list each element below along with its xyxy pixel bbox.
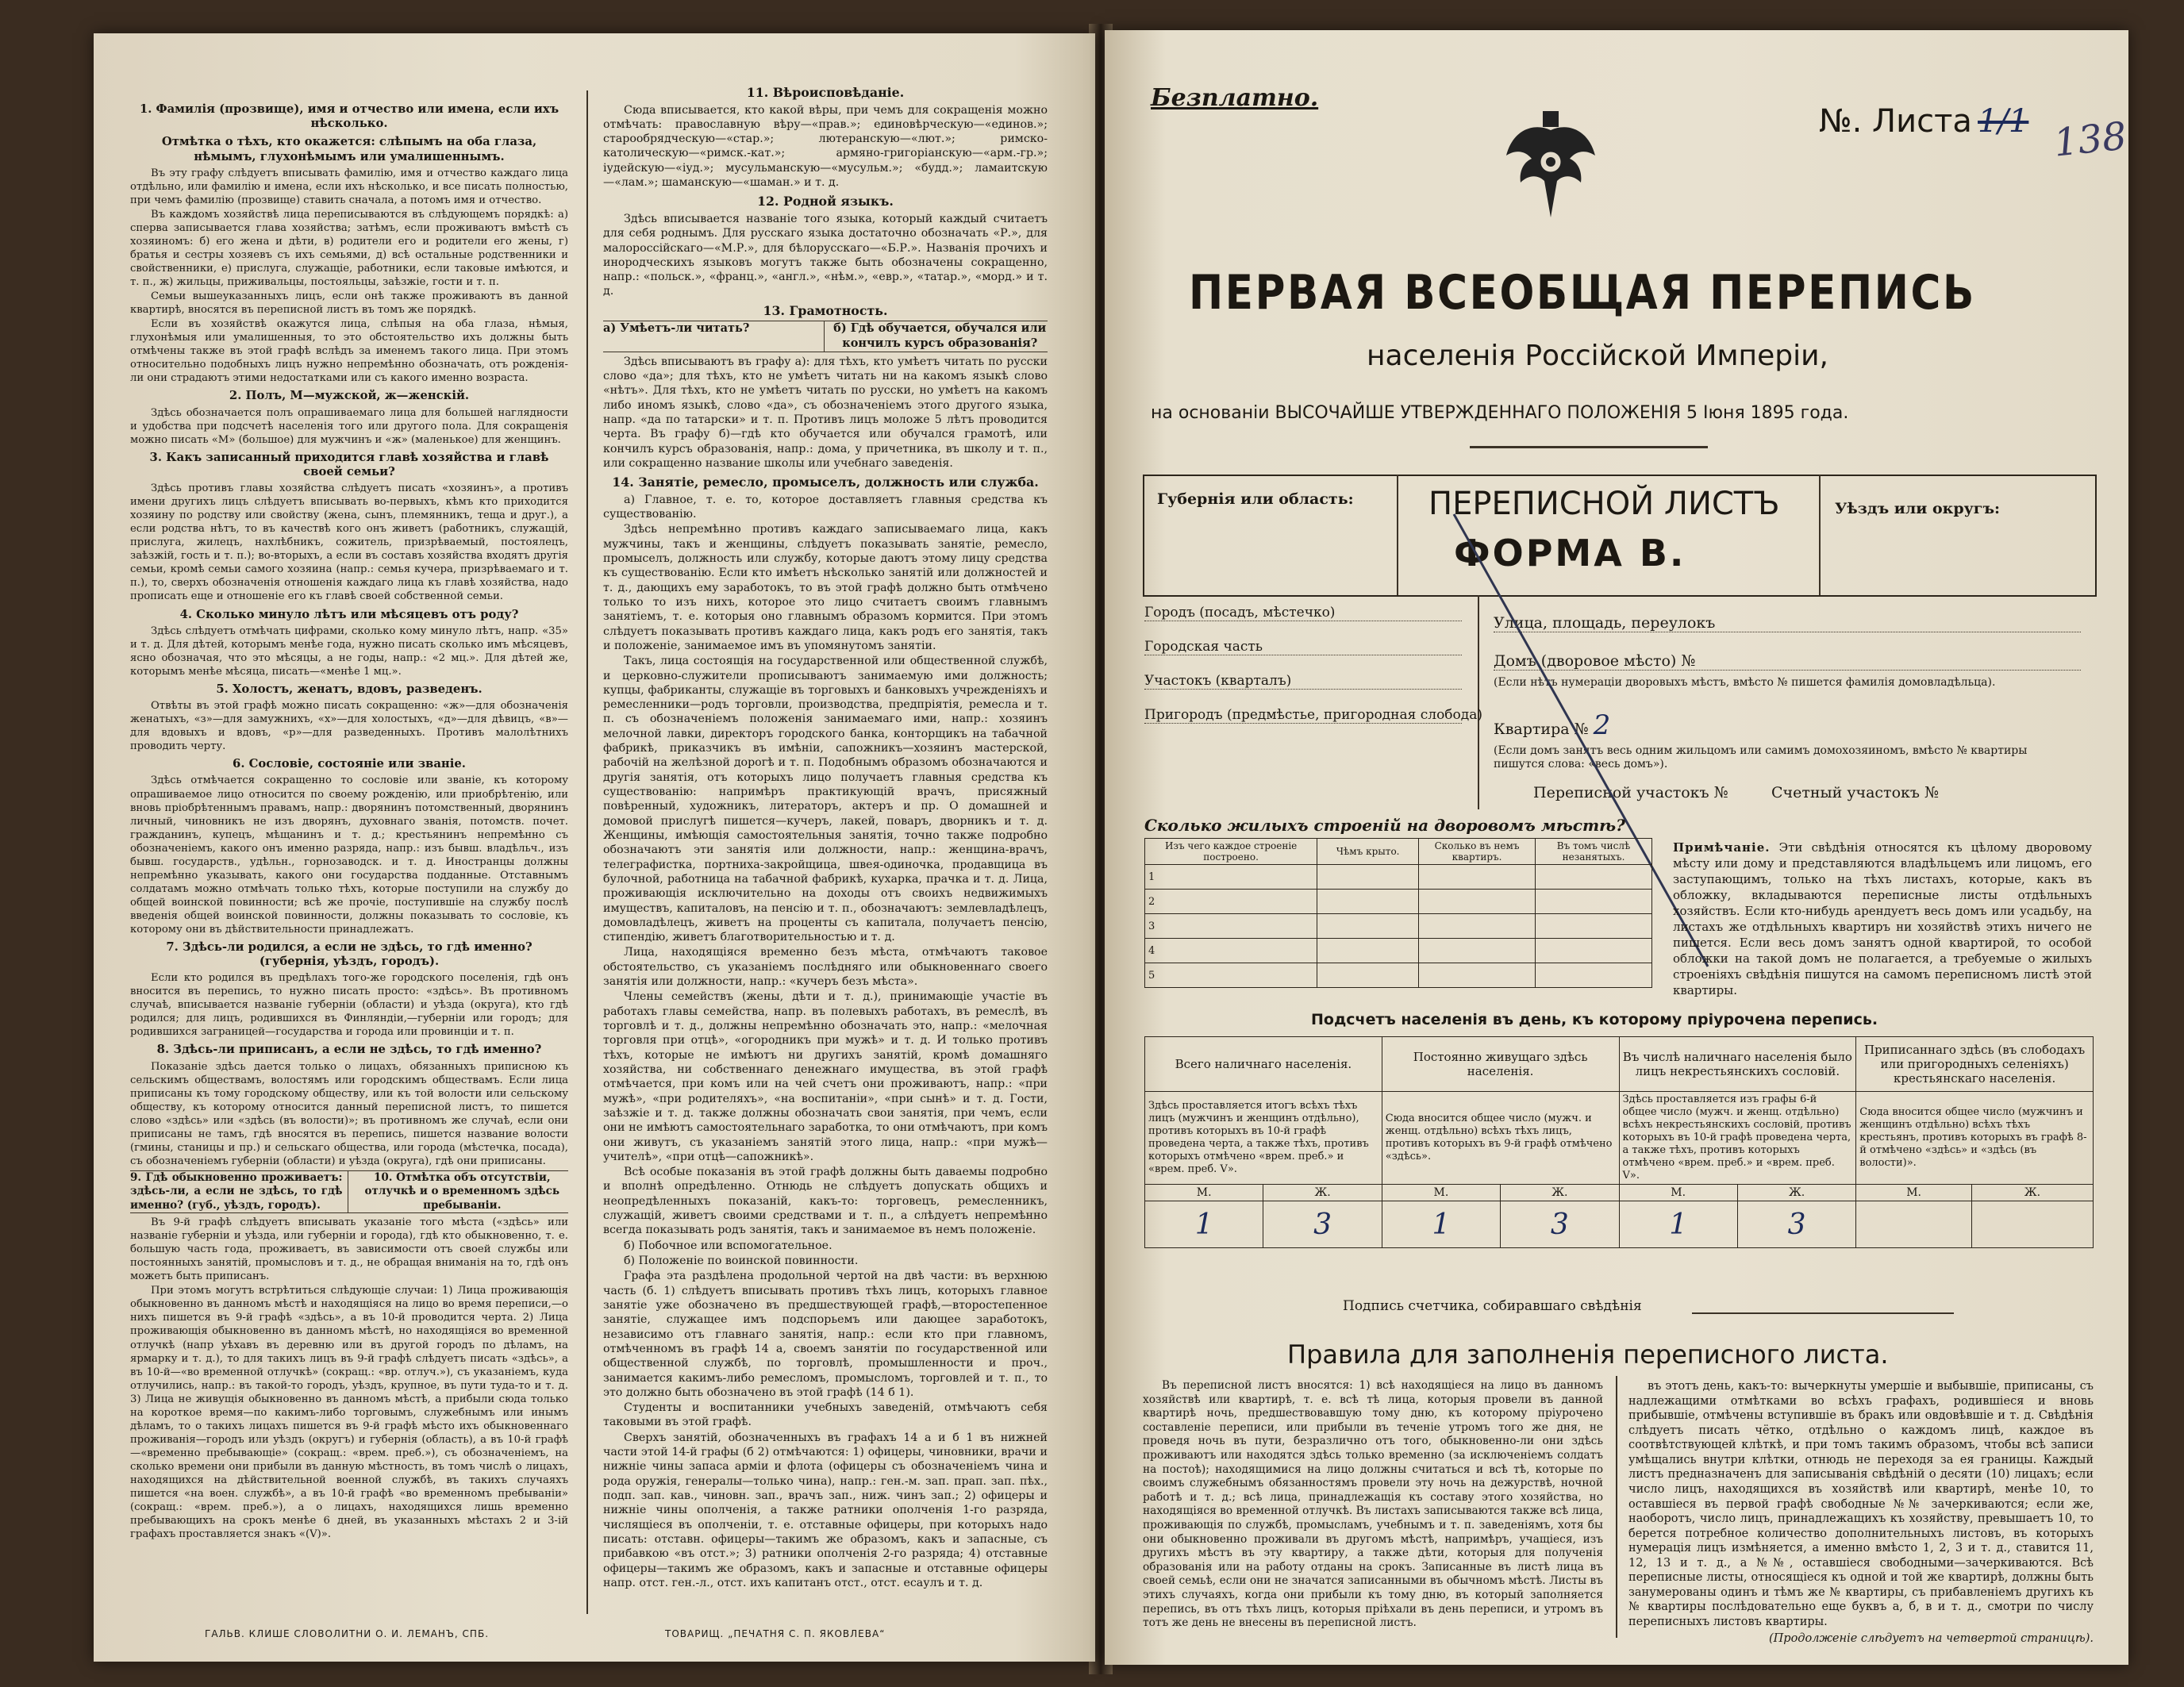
count-table-description: Сюда вносится общее число (мужчинъ и женщинъ отдѣльно) всѣхъ тѣхъ крестьянъ, противъ которыхъ въ графѣ 8-й отмѣчено «здѣсь» и «здѣсь (въ волости)». — [1856, 1092, 2094, 1185]
buildings-note — [1673, 840, 2092, 998]
district-label: Уѣздъ или округъ: — [1835, 500, 2001, 517]
count-value-cell: 3 — [1737, 1201, 1855, 1248]
buildings-cell — [1536, 914, 1652, 939]
signature-label: Подпись счетчика, собиравшаго свѣдѣнія — [1343, 1298, 1642, 1314]
column-divider — [586, 90, 588, 1614]
male-column-label: М. — [1619, 1185, 1737, 1201]
count-value-cell: 1 — [1619, 1201, 1737, 1248]
footer-printer-right: ТОВАРИЩ. „ПЕЧАТНЯ С. П. ЯКОВЛЕВА“ — [665, 1628, 886, 1639]
counting-area-label: Счетный участокъ № — [1771, 784, 1939, 801]
buildings-cell — [1317, 914, 1419, 939]
count-table-description: Сюда вносится общее число (мужч. и женщ. отдѣльно) всѣхъ тѣхъ лицъ, противъ которыхъ въ 9-й графѣ отмѣчено «здѣсь». — [1382, 1092, 1619, 1185]
rules-column-1: Въ переписной листъ вносятся: 1) всѣ находящіеся на лицо въ данномъ хозяйствѣ или квартирѣ, т. е. всѣ тѣ лица, которыя провели въ данной квартирѣ ночь, предшествовавшую тому дню, къ которому пріурочено составленіе переписи, или прибыли въ теченіе утромъ того же дня, не проведя ночь въ пути, безразлично отъ того, обыкновенно-ли они здѣсь проживаютъ или находятся здѣсь только временно (за исключеніемъ солдатъ на постоѣ); находящимися на лицо должны считаться и всѣ тѣ, которые по своимъ служебнымъ обязанностямъ провели эту ночь на дежурствѣ, ночной работѣ и т. д.; всѣ лица, принадлежащія къ составу этого хозяйства, но находящіяся во временной отлучкѣ. Въ листахъ записываются также всѣ лица, проживающія по службѣ, промысламъ, учебнымъ и т. п. заведеніямъ, хотя бы они обыкновенно проживали въ другомъ мѣстѣ, напримѣръ, учащіеся, изъ другихъ мѣстъ въ эту квартиру, а также дѣти, которыя для полученія образованія или на работу отданы на срокъ. Записанные въ листѣ лица въ своей семьѣ, если они не значатся записанными въ обычномъ мѣстѣ. Листы въ этихъ случаяхъ, когда они прибыли къ тому дню, въ который заполняется перепись, въ отъ тѣхъ лицъ, которыя пріѣхали въ день переписи, и утромъ въ тотъ же день не внесены въ переписной листъ. — [1143, 1379, 1604, 1630]
buildings-cell — [1419, 963, 1536, 988]
split-header-13 — [603, 321, 1048, 352]
section-heading: 12. Родной языкъ. — [757, 194, 894, 209]
male-column-label: М. — [1856, 1185, 1972, 1201]
paragraph: б) Побочное или вспомогательное. — [624, 1239, 832, 1252]
count-table-header: Постоянно живущаго здѣсь населенія. — [1382, 1037, 1619, 1092]
male-column-label: М. — [1382, 1185, 1500, 1201]
sheet-number-label: №. Листа — [1819, 103, 1972, 140]
paragraph: Лица, находящіяся временно безъ мѣста, отмѣчаютъ таковое обстоятельство, съ указаніемъ послѣдняго или обыкновеннаго своего занятія или должности, напр.: «кучеръ безъ мѣста». — [603, 946, 1048, 989]
street-label: Улица, площадь, переулокъ — [1494, 614, 1716, 632]
count-value-cell: 3 — [1501, 1201, 1619, 1248]
buildings-cell — [1419, 914, 1536, 939]
section-heading: 2. Полъ, М—мужской, ж—женскій. — [229, 389, 470, 403]
buildings-table-row — [1145, 914, 1652, 939]
census-title: ПЕРВАЯ ВСЕОБЩАЯ ПЕРЕПИСЬ — [1189, 265, 1976, 321]
count-table-header: Всего наличнаго населенія. — [1145, 1037, 1382, 1092]
note-text: Эти свѣдѣнія относятся къ цѣлому дворовому мѣсту или дому и представляются владѣльцемъ или лицомъ, его заступающимъ, только на тѣхъ листахъ, которые, какъ въ обложку, вкладываются переписные листы отдѣльныхъ хозяйствъ. Если кто-нибудь арендуетъ весь домъ или усадьбу, на листахъ же отдѣльныхъ квартиръ ни хозяйствѣ этихъ ничего не пишется. Если весь домъ занятъ одной квартирой, то особой обложки на такой домъ не полагается, а требуемые о жилыхъ строеніяхъ свѣдѣнія пишутся на самомъ переписномъ листѣ этой квартиры. — [1673, 840, 2092, 997]
buildings-row-number: 1 — [1145, 865, 1317, 890]
buildings-row-number: 3 — [1145, 914, 1317, 939]
buildings-cell — [1536, 939, 1652, 963]
female-column-label: Ж. — [1971, 1185, 2093, 1201]
buildings-cell — [1317, 963, 1419, 988]
buildings-table-header: Изъ чего каждое строеніе построено. — [1145, 839, 1317, 865]
buildings-cell — [1536, 865, 1652, 890]
section-heading: 4. Сколько минуло лѣтъ или мѣсяцевъ отъ роду? — [179, 607, 519, 621]
house-label: Домъ (дворовое мѣсто) № — [1494, 652, 1696, 670]
paragraph: Если кто родился въ предѣлахъ того-же городского поселенія, гдѣ онъ вносится въ перепись, то нужно писать просто: «здѣсь». Въ противномъ случаѣ, вписывается названіе губерніи (области) и уѣзда (округа), кто гдѣ родился; для лицъ, родившихся въ Финляндіи,—губерніи или городъ; для родившихся заграницей—государства и города или провинціи и т. п. — [130, 972, 568, 1039]
paragraph: Въ 9-й графѣ слѣдуетъ вписывать указаніе того мѣста («здѣсь» или названіе губерніи и уѣзда, или губерніи и города), гдѣ кто обыкновенно, т. е. большую часть года, проживаетъ, въ зависимости отъ своей службы или постоянныхъ занятій, промысловъ и т. д., не обращая вниманія на то, гдѣ онъ можетъ быть приписанъ. — [130, 1216, 568, 1283]
population-count-heading: Подсчетъ населенія въ день, къ которому пріурочена перепись. — [1311, 1011, 1878, 1028]
buildings-table-row — [1145, 963, 1652, 988]
right-page-census-form — [1105, 30, 2128, 1665]
section-heading: 14. Занятіе, ремесло, промыселъ, должность или служба. — [612, 475, 1039, 490]
apartment-label: Квартира № — [1494, 721, 1589, 738]
section-heading: Отмѣтка о тѣхъ, кто окажется: слѣпымъ на оба глаза, нѣмымъ, глухонѣмымъ или умалишеннымъ. — [161, 135, 537, 163]
paragraph: Отвѣты въ этой графѣ можно писать сокращенно: «ж»—для обозначенія женатыхъ, «з»—для замужнихъ, «х»—для холостыхъ, «д»—для дѣвицъ, «в»—для вдовыхъ и вдовъ, «р»—для разведенныхъ. Противъ малолѣтнихъ проводить черту. — [130, 700, 568, 753]
heading-13b: б) Гдѣ обучается, обучался или кончилъ курсъ образованія? — [833, 321, 1047, 351]
buildings-cell — [1536, 963, 1652, 988]
paragraph: Графа эта раздѣлена продольной чертой на двѣ части: въ верхнюю часть (б. 1) слѣдуетъ вписывать противъ тѣхъ лицъ, которыхъ главное занятіе уже обозначено въ предшествующей графѣ,—второстепенное занятіе, служащее имъ подспорьемъ или дающее заработокъ, независимо отъ главнаго занятія, напр.: если кто при главномъ, отмѣченномъ въ графѣ 14 а, своемъ занятіи по государственной или общественной службѣ, по торговлѣ, промышленности и проч., занимается какимъ-либо ремесломъ, промысломъ, торговлей и т. п., то это должно быть обозначено въ этой графѣ (14 б 1). — [603, 1270, 1048, 1399]
buildings-table-row — [1145, 890, 1652, 914]
paragraph: а) Главное, т. е. то, которое доставляетъ главныя средства къ существованію. — [603, 493, 1048, 521]
buildings-table-header: Чѣмъ крыто. — [1317, 839, 1419, 865]
census-area-label: Переписной участокъ № — [1533, 784, 1728, 801]
rules-continuation: (Продолженіе слѣдуетъ на четвертой страницѣ). — [1768, 1631, 2094, 1645]
paragraph: Здѣсь непремѣнно противъ каждаго записываемаго лица, какъ мужчины, такъ и женщины, слѣдуетъ показывать занятіе, ремесло, промыселъ, должность или службу, которые даютъ этому лицу средства къ существованію. Если кто имѣетъ нѣсколько занятій или должностей и т. д., дающихъ ему заработокъ, то въ этой графѣ должно быть отмѣчено только то изъ нихъ, которое это лицо считаетъ своимъ главнымъ занятіемъ, т. е. которыя оно главнымъ образомъ кормится. При этомъ слѣдуетъ показывать противъ каждаго лица, какъ родъ его занятія, такъ и положеніе, занимаемое имъ въ упомянутомъ занятіи. — [603, 523, 1048, 652]
count-value-cell: 1 — [1382, 1201, 1500, 1248]
instructions-column-2 — [603, 81, 1048, 1591]
buildings-table — [1144, 838, 1652, 988]
count-value-cell — [1971, 1201, 2093, 1248]
section-heading: 8. Здѣсь-ли приписанъ, а если не здѣсь, то гдѣ именно? — [156, 1043, 542, 1057]
paragraph: Здѣсь обозначается полъ опрашиваемаго лица для большей наглядности и удобства при подсчетѣ населенія того или другого пола. Для сокращенія можно писать «М» (большое) для мужчинъ и «ж» (маленькое) для женщинъ. — [130, 406, 568, 446]
section-heading: 1. Фамилія (прозвище), имя и отчество или имена, если ихъ нѣсколько. — [139, 102, 559, 131]
buildings-row-number: 2 — [1145, 890, 1317, 914]
archive-number: 138 — [2051, 113, 2128, 166]
rules-divider — [1616, 1376, 1617, 1638]
buildings-cell — [1419, 865, 1536, 890]
paragraph: При этомъ могутъ встрѣтиться слѣдующіе случаи: 1) Лица проживающія обыкновенно въ данномъ мѣстѣ и находящіяся на лицо во время переписи,—о нихъ пишется въ 9-й графѣ «здѣсь», а въ 10-й проводится черта. 2) Лица проживающія обыкновенно въ данномъ мѣстѣ, но находящіяся во временной отлучкѣ (напр уѣхавъ въ деревню или въ другой городъ по дѣламъ, на ярмарку и т. д.), то для такихъ лицъ въ 9-й графѣ слѣдуетъ писать «здѣсь», а въ 10-й—«во временной отлучкѣ» (сокращ.: «вр. отлуч.»), съ указаніемъ, куда отлучились, напр.: въ такой-то городъ, уѣздъ, крупное, въ пути туда-то и т. д. 3) Лица не живущія обыкновенно въ данномъ мѣстѣ, а прибыли сюда только на короткое время—по какимъ-либо торговымъ, служебнымъ или инымъ дѣламъ, то о такихъ лицахъ пишется въ 9-й графѣ мѣсто ихъ обыкновеннаго проживанія—городъ или уѣздъ (округъ) и губернія (область), а въ 10-й графѣ—«временно пребывающіе» (сокращ.: «врем. преб.»), съ обозначеніемъ, на сколько времени они прибыли въ данную мѣстность, въ томъ числѣ о лицахъ, находящихся на дѣйствительной военной службѣ, въ такихъ случаяхъ пишется «на воен. службѣ», а въ 10-й графѣ «во временномъ пребываніи» (сокращ.: «врем. преб.»), а о лицахъ, находящихся лишь временно пребывающихъ на срокъ менѣе 6 дней, въ указанныхъ мѣстахъ 2 и 3-ій графахъ проставляется знакъ «(V)». — [130, 1285, 568, 1540]
count-table-description: Здѣсь проставляется итогъ всѣхъ тѣхъ лицъ (мужчинъ и женщинъ отдѣльно), противъ которыхъ въ 10-й графѣ проведена черта, а также тѣхъ, противъ которыхъ отмѣчено «врем. преб.» и «врем. преб. V». — [1145, 1092, 1382, 1185]
female-column-label: Ж. — [1263, 1185, 1382, 1201]
column-2-body — [603, 85, 1048, 318]
count-table-description: Здѣсь проставляется изъ графы 6-й общее число (мужч. и женщ. отдѣльно) всѣхъ некрестьянскихъ сословій, противъ которыхъ въ 10-й графѣ проведена черта, а также тѣхъ, противъ которыхъ отмѣчено «врем. преб.» и «врем. преб. V». — [1619, 1092, 1856, 1185]
section-heading: 5. Холостъ, женатъ, вдовъ, разведенъ. — [216, 682, 483, 696]
paragraph: Такъ, лица состоящія на государственной или общественной службѣ, и церковно-служители прописываютъ занимаемую ими должность; купцы, фабриканты, служащіе въ торговыхъ и банковыхъ учрежденіяхъ и ремесленники—родъ торговли, производства, предпріятія, ремесла и т. п. съ обозначеніемъ положенія занимаемаго ими, напр.: хозяинъ мелочной лавки, директоръ городского банка, конторщикъ на табачной фабрикѣ, приказчикъ въ имѣніи, сапожникъ—хозяинъ мастерской, рабочій на желѣзной дорогѣ и т. п. Подобнымъ образомъ обозначаются и другія занятія, отъ которыхъ лицо получаетъ главныя средства къ существованію: напримѣръ практикующій врачъ, присяжный повѣренный, художникъ, литераторъ, актеръ и пр. О домашней и домовой прислугѣ пишется—кучеръ, лакей, поваръ, дворникъ и т. д. Женщины, имѣющія самостоятельныя занятія, точно также подробно обозначаютъ эти занятія или должности, напр.: женщина-врачъ, телеграфистка, портниха-закройщица, швея-одиночка, продавщица въ булочной, работница на табачной фабрикѣ, кухарка, прачка и т. д. Лица, проживающія исключительно на доходы отъ своихъ недвижимыхъ имуществъ, капиталовъ, на пенсію и т. п., обозначаютъ: землевладѣлецъ, домовладѣлецъ, живетъ на проценты съ капитала, получаетъ пенсію, стипендію, живетъ благотворительностью и т. д. — [603, 655, 1048, 944]
buildings-table-header: Сколько въ немъ квартиръ. — [1419, 839, 1536, 865]
column-1-body — [130, 102, 568, 1168]
census-subtitle: населенія Россійской Имперіи, — [1367, 340, 1828, 372]
paragraph: Всѣ особые показанія въ этой графѣ должны быть даваемы подробно и вполнѣ опредѣленно. Отнюдь не слѣдуетъ допускать общихъ и неопредѣленныхъ показаній, какъ-то: торговецъ, ремесленникъ, служащій, живетъ своими средствами и т. п., а слѣдуетъ непремѣнно всегда показывать родъ занятія, такъ и занимаемое въ немъ положеніе. — [603, 1166, 1048, 1237]
paragraph: Здѣсь отмѣчается сокращенно то сословіе или званіе, къ которому опрашиваемое лицо относится по своему рожденію, или приобрѣтенію, или вновь пріобрѣтеннымъ правамъ, напр.: дворянинъ потомственный, дворянинъ личный, чиновникъ не изъ дворянъ, духовнаго званія, потомств. почет. гражданинъ, купецъ, мѣщанинъ и т. д.; крестьянинъ непремѣнно съ обозначеніемъ, какого онъ именно разряда, напр.: изъ бывш. владѣльч., изъ бывш. государств., удѣльн., горнозаводск. и т. д. Иностранцы должны непремѣнно указывать, какого они государства подданные. Отставнымъ солдатамъ можно отмѣчать только тѣхъ, которые поступили на службу до общей воинской повинности; всѣ же прочіе, поступившіе на службу послѣ введенія общей воинской повинности, должны показывать то сословіе, къ которому они въ дѣйствительности принадлежатъ. — [130, 774, 568, 936]
census-legal-basis: на основаніи ВЫСОЧАЙШЕ УТВЕРЖДЕННАГО ПОЛОЖЕНІЯ 5 Іюня 1895 года. — [1151, 403, 1849, 423]
count-value-cell — [1856, 1201, 1972, 1248]
buildings-cell — [1419, 939, 1536, 963]
paragraph: Въ эту графу слѣдуетъ вписывать фамилію, имя и отчество каждаго лица отдѣльно, или фамилію и имена, если ихъ нѣсколько, и все писать полностью, при чемъ фамилію (прозвище) ставить сначала, а потомъ имя и отчество. — [130, 167, 568, 206]
instructions-column-1 — [130, 98, 568, 1542]
paragraph: Члены семействъ (жены, дѣти и т. д.), принимающіе участіе въ работахъ главы семейства, напр. въ полевыхъ работахъ, въ ремеслѣ, въ торговлѣ и т. д., должны непремѣнно обозначать это, напр.: «мелочная торговля при отцѣ», «огородникъ при мужѣ» и т. д. И только противъ тѣхъ, которые не имѣютъ ни другихъ занятій, кромѣ домашняго хозяйства, ни собственнаго денежнаго имущества, въ этой графѣ отмѣчается, при комъ или на чей счетъ они проживаютъ, напр.: «при мужѣ», «при родителяхъ», «на воспитаніи», «при сынѣ» и т. д. Гости, заѣзжіе и т. д. также должны обозначать свои занятія, при чемъ, если они не имѣютъ самостоятельнаго заработка, то они отмѣчаютъ, при комъ они живутъ, съ указаніемъ занятій этого лица, напр.: «при мужѣ—учителѣ», «при отцѣ—сапожникѣ». — [603, 990, 1048, 1163]
paragraph: Если въ хозяйствѣ окажутся лица, слѣпыя на оба глаза, нѣмыя, глухонѣмыя или умалишенныя, то это обстоятельство ихъ должны быть отмѣчены также въ этой графѣ вслѣдъ за именемъ такого лица. При этомъ относительно подобныхъ лицъ нужно непремѣнно обозначать, отъ рожденія-ли они страдаютъ этими недостатками или съ какого именно возраста. — [130, 318, 568, 385]
address-field-label: Пригородъ (предмѣстье, пригородная слобода) — [1144, 707, 1483, 723]
free-stamp: Безплатно. — [1151, 84, 1319, 112]
section-heading: 6. Сословіе, состояніе или званіе. — [233, 757, 466, 771]
paragraph: Въ каждомъ хозяйствѣ лица переписываются въ слѣдующемъ порядкѣ: а) сперва записывается глава хозяйства; затѣмъ, если проживаютъ вмѣстѣ съ хозяиномъ: б) его жена и дѣти, в) родители его и родители его жены, г) братья и сестры хозяевъ съ ихъ семьями, д) всѣ остальные родственники и свойственники, е) прислуга, служащіе, работники, если таковые имѣются, и т. п., ж) жильцы, приживальцы, постояльцы, заѣзжіе, гости и т. п. — [130, 209, 568, 289]
section-heading: 13. Грамотность. — [763, 302, 888, 318]
paragraph: Студенты и воспитанники учебныхъ заведеній, отмѣчаютъ себя таковыми въ этой графѣ. — [603, 1401, 1048, 1429]
section-heading: 7. Здѣсь-ли родился, а если не здѣсь, то гдѣ именно? (губернія, уѣздъ, городъ). — [166, 940, 533, 969]
split-header-9-10 — [130, 1170, 568, 1213]
apartment-value: 2 — [1593, 709, 1611, 741]
female-column-label: Ж. — [1737, 1185, 1855, 1201]
rules-column-2: въ этотъ день, какъ-то: вычеркнуты умершіе и выбывшіе, приписаны, съ надлежащими отмѣтками во всѣхъ графахъ, родившіеся и вновь прибывшіе, отмѣчены вступившіе въ бракъ или овдовѣвшіе и т. д. Свѣдѣнія слѣдуетъ писать чётко, отдѣльно о каждомъ лицѣ, каждое въ соотвѣтствующей клѣткѣ, и при томъ такимъ образомъ, чтобы всѣ записи умѣщались внутри клѣтки, отнюдь не переходя за ея границы. Каждый листъ предназначенъ для записыванія свѣдѣній о десяти (10) лицахъ; если число лицъ, находящихся въ хозяйствѣ или квартирѣ, менѣе 10, то оставшіеся въ первой графѣ свободные №№ зачеркиваются; если же, наоборотъ, число лицъ, принадлежащихъ къ хозяйству, превышаетъ 10, то берется потребное количество дополнительныхъ листовъ, въ которыхъ нумерація лицъ измѣняется, а именно вмѣсто 1, 2, 3 и т. д., ставится 11, 12, 13 и т. д., а №№, оставшіеся свободными—зачеркиваются. Всѣ переписные листы, относящіеся къ одной и той же квартирѣ, должны быть занумерованы одинъ и тѣмъ же № квартиры, съ прибавленіемъ другихъ къ № квартиры послѣдовательно еще буквъ а, б, в и т. д., смотри по числу переписныхъ листовъ квартиры. (Продолженіе слѣдуетъ на четвертой страницѣ). — [1628, 1380, 2094, 1645]
form-title: ПЕРЕПИСНОЙ ЛИСТЪ — [1428, 486, 1780, 522]
address-field-label: Городская часть — [1144, 639, 1263, 655]
paragraph: б) Положеніе по воинской повинности. — [624, 1255, 859, 1267]
paragraph: Семьи вышеуказанныхъ лицъ, если онѣ также проживаютъ въ данной квартирѣ, вносятся въ переписной листъ въ томъ же порядкѣ. — [130, 290, 568, 317]
count-table-header: Въ числѣ наличнаго населенія было лицъ некрестьянскихъ сословій. — [1619, 1037, 1856, 1092]
form-letter: ФОРМА В. — [1454, 532, 1686, 575]
count-value-cell: 3 — [1263, 1201, 1382, 1248]
paragraph: Сюда вписывается, кто какой вѣры, при чемъ для сокращенія можно отмѣчать: православную вѣру—«прав.»; единовѣрческую—«единов.»; старообрядческую—«стар.»; лютеранскую—«лют.»; римско-католическую—«римск.-кат.»; армяно-григоріанскую—«арм.-гр.»; іудейскую—«іуд.»; мусульманскую—«мусульм.»; «будд.»; ламаитскую—«лам.»; шаманскую—«шаман.» и т. д. — [603, 103, 1048, 190]
buildings-cell — [1536, 890, 1652, 914]
heading-10: 10. Отмѣтка объ отсутствіи, отлучкѣ и о временномъ здѣсь пребываніи. — [364, 1170, 560, 1212]
province-label: Губернія или область: — [1157, 490, 1354, 508]
heading-9: 9. Гдѣ обыкновенно проживаетъ: здѣсь-ли, а если не здѣсь, то гдѣ именно? (губ., уѣздъ, городъ). — [130, 1171, 348, 1212]
count-value-cell: 1 — [1145, 1201, 1263, 1248]
column-1-tail — [130, 1216, 568, 1541]
address-field-label: Городъ (посадъ, мѣстечко) — [1144, 605, 1336, 621]
address-field-label: Участокъ (кварталъ) — [1144, 673, 1292, 689]
buildings-table-header: Въ томъ числѣ незанятыхъ. — [1536, 839, 1652, 865]
signature-line — [1692, 1312, 1954, 1314]
buildings-row-number: 5 — [1145, 963, 1317, 988]
column-2-tail — [603, 355, 1048, 1590]
count-table-header: Приписаннаго здѣсь (въ слободахъ или пригородныхъ селеніяхъ) крестьянскаго населенія. — [1856, 1037, 2094, 1092]
rules-title: Правила для заполненія переписного листа. — [1287, 1339, 1889, 1370]
left-page-instructions — [94, 33, 1095, 1662]
apartment-note: (Если домъ занятъ весь одним жильцомъ или самимъ домохозяиномъ, вмѣсто № квартиры пишутся слова: «весь домъ»). — [1494, 744, 2028, 770]
section-heading: 11. Вѣроисповѣданіе. — [746, 85, 905, 100]
buildings-cell — [1317, 865, 1419, 890]
buildings-heading: Сколько жилыхъ строеній на дворовомъ мѣстѣ? — [1144, 816, 1625, 835]
paragraph: Здѣсь вписываютъ въ графу а): для тѣхъ, кто умѣетъ читать по русски слово «да»; для тѣхъ, кто не умѣетъ читать ни на какомъ языкѣ слово «нѣтъ». Для тѣхъ, кто не умѣетъ читать по русски, но умѣетъ на какомъ либо иномъ языкѣ, слово «да», съ обозначеніемъ этого другого языка, напр. «да по татарски» и т. п. Противъ лицъ моложе 5 лѣтъ проводится черта. Въ графу б)—гдѣ кто обучается или обучался грамотѣ, или кончилъ курсъ образованія, напр.: дома, у причетника, въ школу и т. п., или сокращенно название школы или учебнаго заведенія. — [603, 355, 1048, 470]
paragraph: Здѣсь слѣдуетъ отмѣчать цифрами, сколько кому минуло лѣтъ, напр. «35» и т. д. Для дѣтей, которымъ менѣе года, нужно писать сколько имъ мѣсяцевъ, ясно обозначая, что это мѣсяцы, а не годы, напр.: «2 мц.». Для дѣтей же, которымъ менѣе мѣсяца, писать—«менѣе 1 мц.». — [130, 624, 568, 678]
buildings-cell — [1419, 890, 1536, 914]
buildings-table-row — [1145, 939, 1652, 963]
note-title: Примѣчаніе. — [1673, 840, 1771, 855]
male-column-label: М. — [1145, 1185, 1263, 1201]
buildings-cell — [1317, 939, 1419, 963]
buildings-row-number: 4 — [1145, 939, 1317, 963]
paragraph: Показаніе здѣсь дается только о лицахъ, обязанныхъ приписною къ сельскимъ обществамъ, волостямъ или городскимъ обществамъ. Если лица приписаны къ тому городскому обществу, или къ той волости или сельскому обществу, къ которому относится данный переписной листъ, то пишется слово «здѣсь» или «здѣсь (въ волости)»; въ противномъ же случаѣ, если они приписаны не тамъ, гдѣ вносятся въ перепись, пишется название волости (гмины, станицы и пр.) и сельскаго общества, или города (мѣстечка, посада), съ обозначеніемъ губерніи (области) и уѣзда (округа), гдѣ они приписаны. — [130, 1060, 568, 1167]
sheet-number-value: 1/1 — [1978, 103, 2029, 140]
house-note: (Если нѣтъ нумераціи дворовыхъ мѣстъ, вмѣсто № пишется фамилія домовладѣльца). — [1494, 676, 1996, 689]
population-count-table — [1144, 1036, 2094, 1248]
female-column-label: Ж. — [1501, 1185, 1619, 1201]
paragraph: Здѣсь противъ главы хозяйства слѣдуетъ писать «хозяинъ», а противъ имени другихъ лицъ слѣдуетъ вписывать во-первыхъ, кѣмъ кто приходится хозяину по родству или свойству (жена, сынъ, племянникъ, теща и друг.), а если родства нѣтъ, то въ качествѣ кого онъ живетъ (работникъ, служащій, прислуга, жилецъ, нахлѣбникъ, сожитель, призрѣваемый, постоялецъ, заѣзжій, гость и т. п.); во-вторыхъ, а если въ составъ хозяйства входятъ другія семьи, кромѣ семьи самого хозяина (напр.: семья кучера, призрѣваемаго и т. п.), то, сверхъ обозначенія отношенія каждаго лица къ главѣ хозяйства, надо прописать еще и отношеніе его къ главѣ своей собственной семьи. — [130, 482, 568, 603]
section-heading: 3. Какъ записанный приходится главѣ хозяйства и главѣ своей семьи? — [149, 450, 549, 478]
buildings-table-row — [1145, 865, 1652, 890]
buildings-cell — [1317, 890, 1419, 914]
paragraph: Сверхъ занятій, обозначенныхъ въ графахъ 14 а и б 1 въ нижней части этой 14-й графы (б 2) отмѣчаются: 1) офицеры, чиновники, врачи и нижніе чины запаса арміи и флота (офицеры съ обозначеніемъ чина и рода оружія, генералы—только чина), напр.: ген.-м. зап. прап. зап. пѣх., подп. зап. кав., чиновн. зап., врачъ зап., ниж. чинъ зап.; 2) офицеры и нижніе чины ополченія, а также ратники ополченія 1-го разряда, числящіеся въ ополченіи, т. е. отставные офицеры, при которыхъ надо писать: отставн. офицеры—такимъ же образомъ, какъ и запасные, съ прибавкою «въ отст.»; 3) ратники ополченія 2-го разряда; 4) отставные офицеры—такимъ же образомъ, какъ и запасные и отставные офицеры напр. отст. ген.-л., отст. ихъ капитанъ отст., отст. есаулъ и т. д. — [603, 1431, 1048, 1589]
footer-printer-left: ГАЛЬВ. КЛИШЕ СЛОВОЛИТНИ О. И. ЛЕМАНЪ, СПБ. — [205, 1628, 490, 1639]
heading-13a: а) Умѣетъ-ли читать? — [603, 321, 825, 351]
paragraph: Здѣсь вписывается названіе того языка, который каждый считаетъ для себя роднымъ. Для русскаго языка достаточно обозначать «Р.», для малороссійскаго—«М.Р.», для бѣлорусскаго—«Б.Р.». Названія прочихъ и инородческихъ языковъ могутъ также быть обозначены сокращенно, напр.: «польск.», «франц.», «англ.», «нѣм.», «евр.», «татар.», «морд.» и т. д. — [603, 212, 1048, 298]
